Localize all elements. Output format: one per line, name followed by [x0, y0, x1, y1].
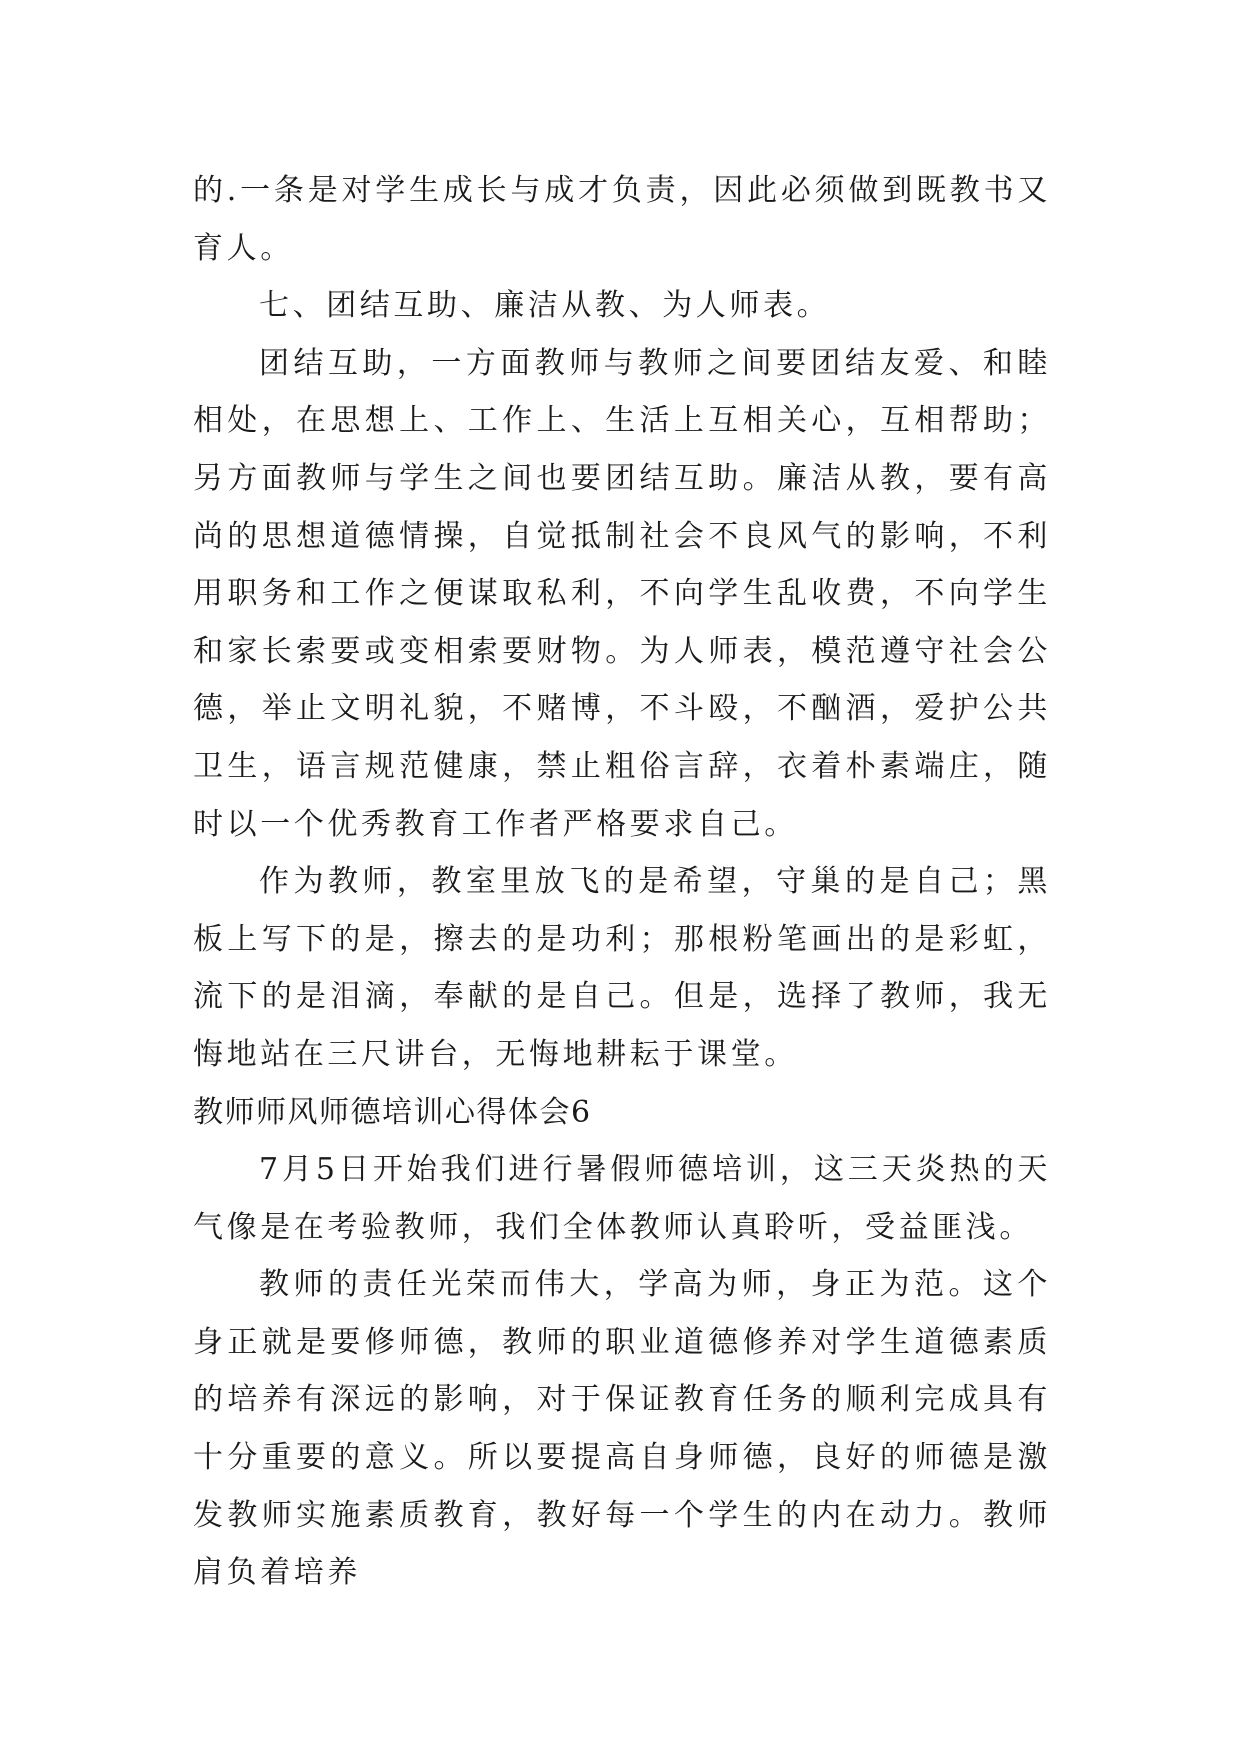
- paragraph-teacher-responsibility: 教师的责任光荣而伟大，学高为师，身正为范。这个身正就是要修师德，教师的职业道德修养对学生道德素质的培养有深远的影响，对于保证教育任务的顺利完成具有十分重要的意义。所以要提高自身师德，良好的师德是激发教师实施素质教育，教好每一个学生的内在动力。教师肩负着培养: [193, 1267, 1051, 1591]
- paragraph-unity: 团结互助，一方面教师与教师之间要团结友爱、和睦相处，在思想上、工作上、生活上互相关心，互相帮助；另方面教师与学生之间也要团结互助。廉洁从教，要有高尚的思想道德情操，自觉抵制社会不良风气的影响，不利用职务和工作之便谋取私利，不向学生乱收费，不向学生和家长索要或变相索要财物。为人师表，模范遵守社会公德，举止文明礼貌，不赌博，不斗殴，不酗酒，爱护公共卫生，语言规范健康，禁止粗俗言辞，衣着朴素端庄，随时以一个优秀教育工作者严格要求自己。: [193, 345, 1051, 842]
- paragraph-as-teacher: 作为教师，教室里放飞的是希望，守巢的是自己；黑板上写下的是，擦去的是功利；那根粉笔画出的是彩虹，流下的是泪滴，奉献的是自己。但是，选择了教师，我无悔地站在三尺讲台，无悔地耕耘于课堂。: [193, 864, 1051, 1072]
- paragraph-training-intro: 7月5日开始我们进行暑假师德培训，这三天炎热的天气像是在考验教师，我们全体教师认真聆听，受益匪浅。: [193, 1152, 1051, 1245]
- paragraph-continuation: 的.一条是对学生成长与成才负责，因此必须做到既教书又育人。: [193, 173, 1051, 266]
- article-title: 教师师风师德培训心得体会6: [193, 1094, 592, 1130]
- document-body: [193, 162, 1051, 1602]
- section-heading-seven: 七、团结互助、廉洁从教、为人师表。: [259, 288, 831, 324]
